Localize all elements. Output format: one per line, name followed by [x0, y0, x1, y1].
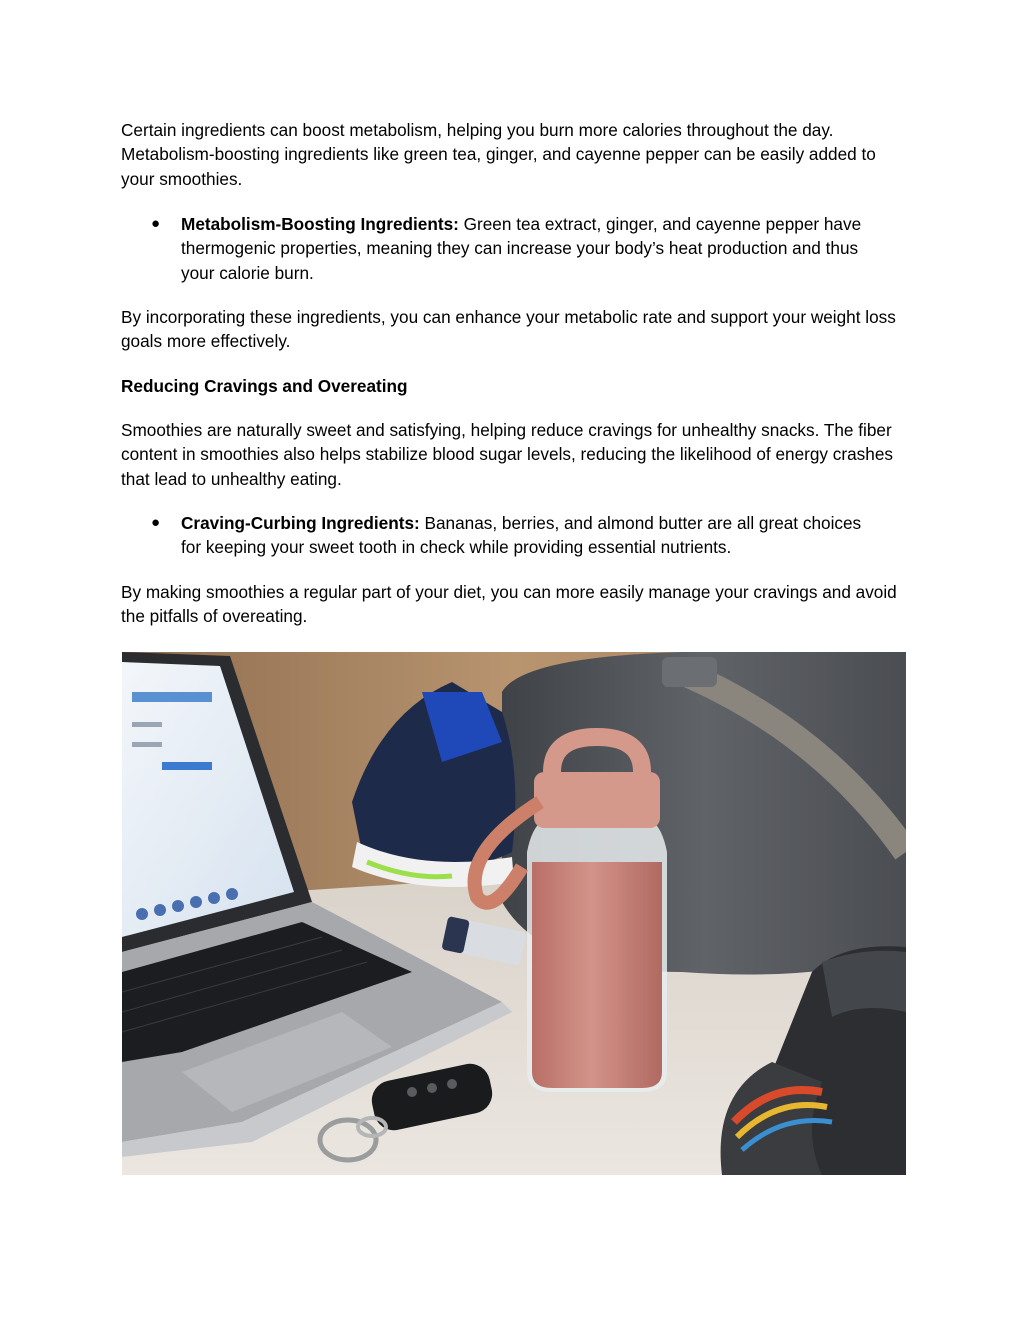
bullet-marker: ●	[151, 514, 161, 531]
bullet-title: Metabolism-Boosting Ingredients:	[181, 214, 459, 234]
paragraph-cravings-intro: Smoothies are naturally sweet and satisfying, helping reduce cravings for unhealthy snacks. The fiber content in smoothies also helps stabilize blood sugar levels, reducing the likelihood of energy crashes that lead to unhealthy eating.	[121, 420, 893, 489]
paragraph-metabolism-intro: Certain ingredients can boost metabolism, helping you burn more calories throughout the day. Metabolism-boosting ingredients like green tea, ginger, and cayenne pepper can be easily added to your smoothies.	[121, 120, 876, 189]
section-heading: Reducing Cravings and Overeating	[121, 376, 408, 396]
bullet-craving-ingredients	[121, 511, 911, 560]
bullet-body: Bananas, berries, and almond butter are all great choices for keeping your sweet tooth in check while providing essential nutrients.	[181, 513, 862, 558]
paragraph-metabolic-rate: By incorporating these ingredients, you can enhance your metabolic rate and support your weight loss goals more effectively.	[121, 307, 896, 352]
bullet-title: Craving-Curbing Ingredients:	[181, 513, 420, 533]
bullet-body: Green tea extract, ginger, and cayenne pepper have thermogenic properties, meaning they can increase your body’s heat production and thus your calorie burn.	[181, 214, 862, 283]
bullet-marker: ●	[151, 215, 161, 232]
paragraph-cravings-conclusion: By making smoothies a regular part of your diet, you can more easily manage your cravings and avoid the pitfalls of overeating.	[121, 582, 897, 627]
bullet-text	[181, 511, 881, 560]
smoothie-bottle-photo	[122, 652, 906, 1175]
bullet-metabolism-ingredients	[121, 212, 911, 285]
bullet-text	[181, 212, 881, 285]
